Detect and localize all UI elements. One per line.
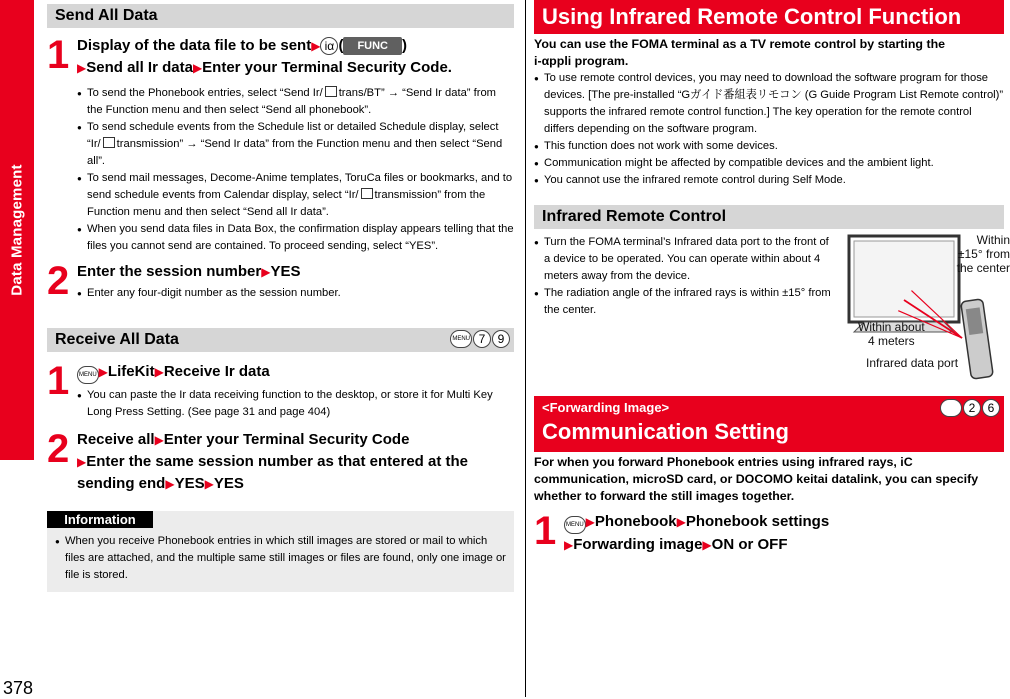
send-step-1: [47, 35, 514, 255]
section-title: Send All Data: [55, 7, 158, 24]
step-text: Send all Ir data: [86, 59, 193, 76]
intro-text: You can use the FOMA terminal as a TV remote control by starting the i-αppli program.: [534, 37, 946, 68]
step-number: 1: [534, 509, 557, 553]
sidebar-tab: [0, 0, 34, 460]
bullet-item: ● Turn the FOMA terminal’s Infrared data port to the front of a device to be operated. You can operate within about 4 meters away from the device.: [534, 234, 834, 285]
section-title: Communication Setting: [542, 419, 789, 444]
step-heading: MENU ▶Phonebook▶Phonebook settings ▶Forwarding image▶ON or OFF: [564, 513, 830, 553]
arrow-icon: ▶: [98, 365, 108, 379]
section-header-ir-control: [534, 205, 1004, 229]
arrow-icon: ▶: [261, 265, 271, 279]
menu-key-icon: MENU: [450, 330, 472, 348]
bullet-item: ● To send mail messages, Decome-Anime templates, ToruCa files or bookmarks, and to send schedule events from Calendar display, select “Ir/ transmission” from the Function menu and then select “Send all Ir data”.: [77, 170, 514, 221]
bullet-item: ● When you send data files in Data Box, the confirmation display appears telling that the files you cannot send are contained. To proceed sending, select “YES”.: [77, 221, 514, 255]
step-text: (: [338, 37, 344, 54]
step-number: 2: [47, 427, 70, 471]
arrow-icon: ▶: [585, 515, 595, 529]
arrow-icon: ▶: [192, 61, 203, 75]
key-icon: 2: [963, 399, 981, 417]
arrow-icon: ▶: [311, 39, 321, 53]
bullet-item: ● When you receive Phonebook entries in which still images are stored or mail to which files are attached, and the multiple same still images or files are found, only one image or file is stored.: [55, 533, 508, 584]
arrow-icon: ▶: [165, 477, 175, 491]
forwarding-step-1: [534, 511, 1004, 556]
step-text: ): [402, 37, 408, 54]
bullet-item: ● The radiation angle of the infrared rays is within ±15° from the center.: [534, 285, 834, 319]
arrow-icon: ▶: [702, 538, 712, 552]
bullet-item: ● Enter any four-digit number as the session number.: [77, 285, 514, 302]
menu-key-icon: MENU: [77, 366, 99, 384]
step-text: Enter your Terminal Security Code.: [202, 59, 452, 76]
intro-text: For when you forward Phonebook entries using infrared rays, iC communication, microSD card, or DOCOMO keitai datalink, you can specify whether to forward the still images together.: [534, 455, 979, 503]
key-icon: 7: [473, 330, 491, 348]
receive-step-2: [47, 429, 514, 495]
bullet-item: ● You cannot use the infrared remote control during Self Mode.: [534, 172, 1004, 189]
arrow-icon: ▶: [77, 61, 87, 75]
section-title: Receive All Data: [55, 331, 179, 348]
arrow-icon: ▶: [676, 515, 686, 529]
information-label: Information: [47, 511, 153, 528]
page-number: 378: [3, 678, 34, 698]
bullet-item: ● This function does not work with some devices.: [534, 138, 1004, 155]
section-header-forwarding: [534, 396, 1004, 452]
bullet-item: ● To use remote control devices, you may need to download the software program for those devices. [The pre-installed “Gガイド番組表リモコン (G Guide Program List Remote control)” supports the infrared remote control function.] The key operation for the remote control differs depending on the software program.: [534, 70, 1004, 138]
receive-step-1: [47, 361, 514, 421]
step-number: 1: [47, 359, 70, 403]
step-heading: MENU ▶LifeKit▶Receive Ir data: [77, 361, 514, 384]
menu-shortcut: [940, 399, 1000, 417]
bullet-item: ● You can paste the Ir data receiving function to the desktop, or store it for Multi Key Long Press Setting. (See page 31 and page 404): [77, 387, 514, 421]
angle-label: Within ±15° from the center: [956, 233, 1010, 275]
key-icon: 6: [982, 399, 1000, 417]
sidebar-label: Data Management: [8, 164, 26, 296]
section-header-send-all: [47, 4, 514, 28]
arrow-icon: ▶: [564, 538, 574, 552]
arrow-icon: ▶: [154, 365, 164, 379]
port-label: Infrared data port: [866, 356, 959, 370]
arrow-icon: ▶: [204, 477, 214, 491]
section-header-receive-all: [47, 328, 514, 352]
ir-diagram: [844, 228, 1010, 378]
step-text: Display of the data file to be sent: [77, 37, 312, 54]
func-softkey: FUNC: [343, 37, 402, 55]
bullet-item: ● To send the Phonebook entries, select “Send Ir/ trans/BT” → “Send Ir data” from the Function menu and then select “Send all phonebook”.: [77, 85, 514, 119]
left-column: [47, 4, 514, 592]
step-heading: [77, 35, 514, 79]
send-step-2: [47, 261, 514, 302]
section-header-remote: Using Infrared Remote Control Function: [534, 0, 1004, 34]
step-number: 1: [47, 33, 70, 77]
forwarding-section: [534, 396, 1004, 556]
step-heading: Enter the session number▶YES: [77, 263, 301, 280]
ir-icon: [325, 86, 337, 97]
menu-shortcut: [450, 330, 510, 348]
section-title: Infrared Remote Control: [542, 208, 727, 225]
menu-key-icon: MENU: [564, 516, 586, 534]
ir-icon: [361, 188, 373, 199]
step-number: 2: [47, 259, 70, 303]
step-heading: Receive all▶Enter your Terminal Security Code ▶Enter the same session number as that entered at the sending end▶YES▶YES: [77, 431, 469, 492]
arrow-icon: ▶: [154, 433, 164, 447]
arrow-icon: ▶: [77, 455, 87, 469]
information-box: [47, 511, 514, 592]
menu-key-icon: MENU: [940, 399, 962, 417]
column-divider: [525, 0, 526, 697]
bullet-item: ● Communication might be affected by compatible devices and the ambient light.: [534, 155, 1004, 172]
right-column: [534, 0, 1010, 553]
ir-icon: [103, 137, 115, 148]
distance-label: Within about 4 meters: [858, 320, 925, 348]
key-icon: 9: [492, 330, 510, 348]
bullet-item: ● To send schedule events from the Schedule list or detailed Schedule display, select “Ir/ transmission” → “Send Ir data” from the Function menu and then select “Send all”.: [77, 119, 514, 170]
i-appli-key-icon: iα: [320, 37, 338, 55]
section-subtitle: <Forwarding Image>: [542, 400, 670, 415]
